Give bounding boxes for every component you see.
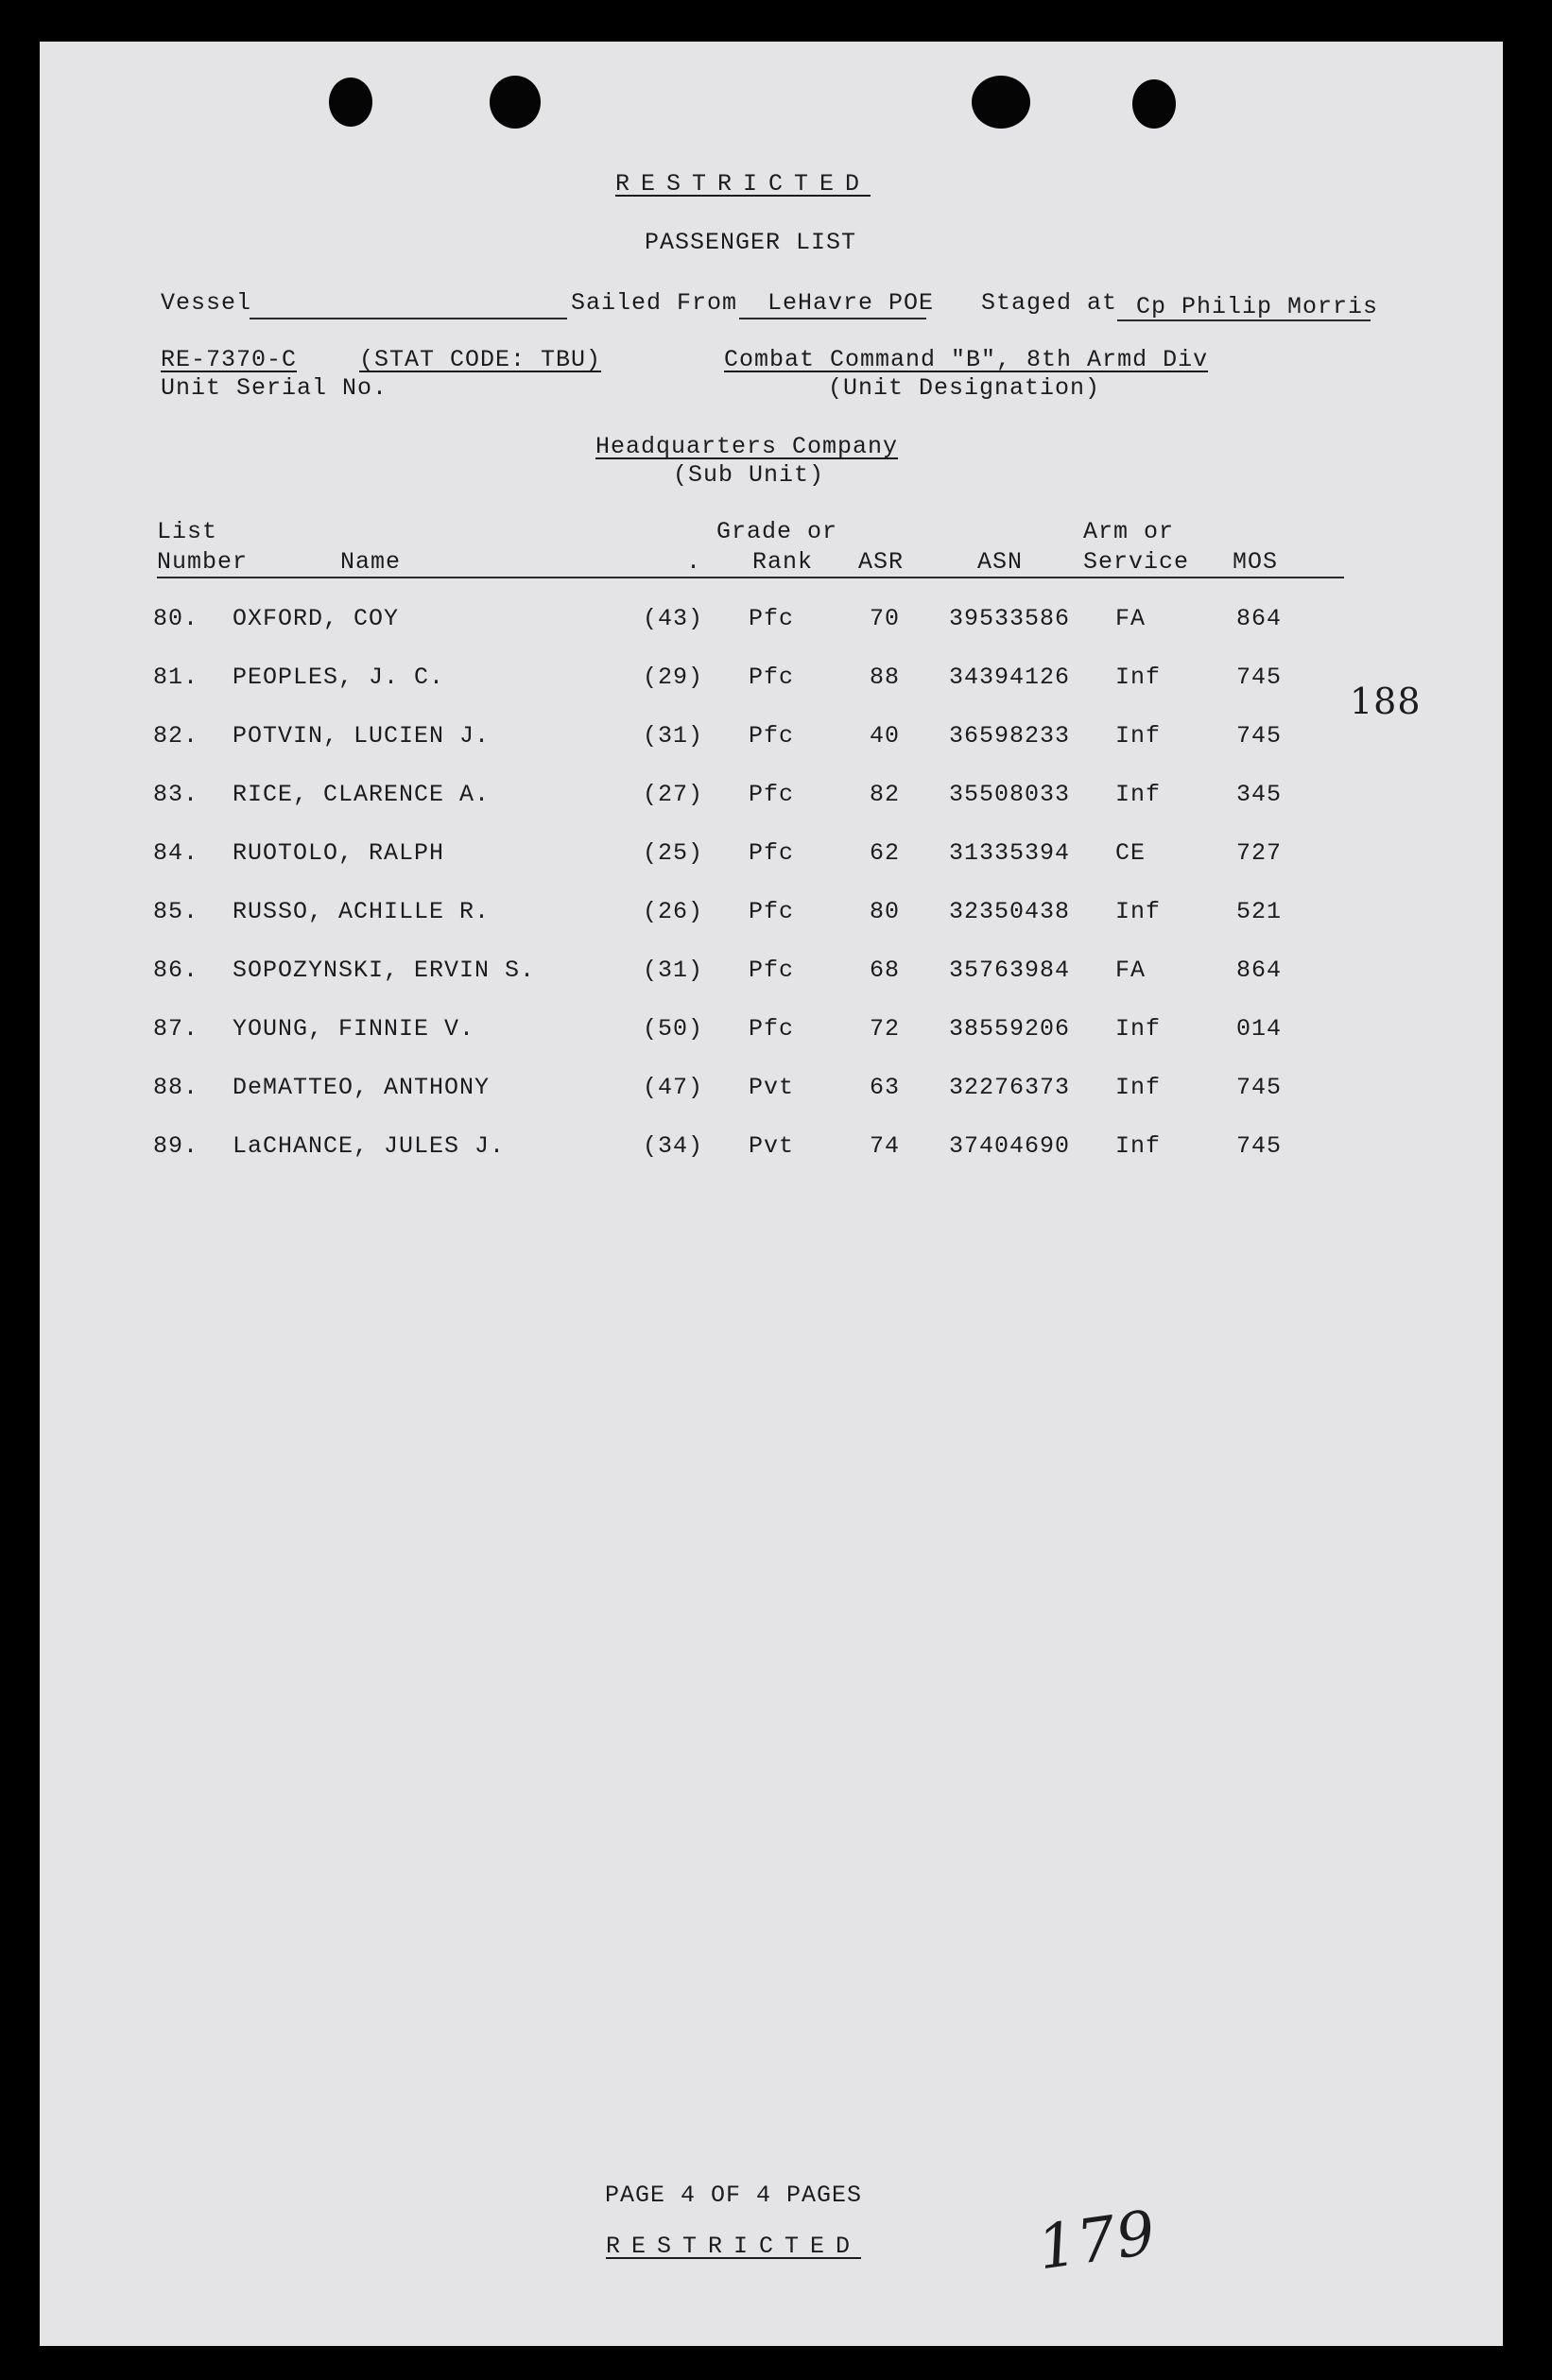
mos: 864 — [1236, 605, 1283, 632]
list-number: 83. — [153, 781, 199, 808]
serial-value: RE-7370-C — [161, 346, 298, 373]
asn: 35763984 — [949, 957, 1071, 984]
arm-service: Inf — [1115, 722, 1162, 750]
age: (31) — [643, 722, 704, 750]
age: (43) — [643, 605, 704, 632]
age: (47) — [643, 1074, 704, 1101]
sailed-line — [739, 318, 926, 319]
document-page — [40, 42, 1503, 2346]
rank: Pfc — [749, 898, 795, 925]
col-name: Name — [340, 548, 402, 576]
serial-label: Unit Serial No. — [161, 374, 388, 402]
col-asn: ASN — [977, 548, 1024, 576]
arm-service: Inf — [1115, 1132, 1162, 1160]
col-rank: Rank — [752, 548, 814, 576]
list-number: 80. — [153, 605, 199, 632]
arm-service: Inf — [1115, 898, 1162, 925]
asn: 37404690 — [949, 1132, 1071, 1160]
table-row — [40, 839, 1503, 873]
punch-hole-2 — [490, 76, 541, 129]
vessel-label: Vessel — [161, 289, 252, 317]
table-row — [40, 1015, 1503, 1049]
arm-service: CE — [1115, 839, 1147, 867]
asn: 32276373 — [949, 1074, 1071, 1101]
table-row — [40, 664, 1503, 698]
age: (27) — [643, 781, 704, 808]
mos: 014 — [1236, 1015, 1283, 1043]
arm-service: Inf — [1115, 1015, 1162, 1043]
col-arm: Arm or — [1083, 518, 1175, 545]
list-number: 81. — [153, 664, 199, 691]
asr: 63 — [870, 1074, 901, 1101]
handwritten-page-number: 179 — [1033, 2198, 1161, 2285]
col-dot: . — [686, 548, 702, 576]
passenger-name: POTVIN, LUCIEN J. — [233, 722, 491, 750]
age: (29) — [643, 664, 704, 691]
age: (50) — [643, 1015, 704, 1043]
unit-designation-label: (Unit Designation) — [828, 374, 1101, 402]
rank: Pvt — [749, 1074, 795, 1101]
arm-service: Inf — [1115, 781, 1162, 808]
asr: 68 — [870, 957, 901, 984]
rank: Pfc — [749, 957, 795, 984]
rank: Pvt — [749, 1132, 795, 1160]
asr: 74 — [870, 1132, 901, 1160]
stat-code: (STAT CODE: TBU) — [359, 346, 602, 373]
staged-value: Cp Philip Morris — [1136, 293, 1379, 320]
margin-stamp-number: 188 — [1350, 681, 1422, 722]
mos: 745 — [1236, 1132, 1283, 1160]
subunit-label: (Sub Unit) — [673, 461, 825, 489]
mos: 345 — [1236, 781, 1283, 808]
asn: 36598233 — [949, 722, 1071, 750]
table-row — [40, 957, 1503, 991]
punch-hole-4 — [1132, 79, 1176, 129]
arm-service: FA — [1115, 957, 1147, 984]
page-indicator: PAGE 4 OF 4 PAGES — [604, 2182, 863, 2209]
asn: 31335394 — [949, 839, 1071, 867]
passenger-name: RICE, CLARENCE A. — [233, 781, 491, 808]
list-number: 89. — [153, 1132, 199, 1160]
rank: Pfc — [749, 605, 795, 632]
document-title: PASSENGER LIST — [644, 229, 857, 256]
mos: 727 — [1236, 839, 1283, 867]
table-row — [40, 1074, 1503, 1108]
asr: 88 — [870, 664, 901, 691]
list-number: 86. — [153, 957, 199, 984]
punch-hole-3 — [972, 76, 1030, 129]
passenger-name: RUOTOLO, RALPH — [233, 839, 445, 867]
arm-service: Inf — [1115, 1074, 1162, 1101]
asr: 82 — [870, 781, 901, 808]
rank: Pfc — [749, 722, 795, 750]
sailed-value: LeHavre POE — [767, 289, 935, 317]
age: (34) — [643, 1132, 704, 1160]
sailed-label: Sailed From — [571, 289, 738, 317]
table-row — [40, 722, 1503, 756]
rank: Pfc — [749, 781, 795, 808]
passenger-name: RUSSO, ACHILLE R. — [233, 898, 491, 925]
asn: 39533586 — [949, 605, 1071, 632]
age: (26) — [643, 898, 704, 925]
col-grade: Grade or — [716, 518, 838, 545]
passenger-name: YOUNG, FINNIE V. — [233, 1015, 475, 1043]
table-row — [40, 605, 1503, 639]
col-list: List — [157, 518, 218, 545]
asr: 72 — [870, 1015, 901, 1043]
table-row — [40, 1132, 1503, 1166]
rank: Pfc — [749, 664, 795, 691]
unit-designation-value: Combat Command "B", 8th Armd Div — [724, 346, 1209, 373]
subunit-value: Headquarters Company — [595, 433, 899, 460]
age: (25) — [643, 839, 704, 867]
asn: 38559206 — [949, 1015, 1071, 1043]
col-mos: MOS — [1233, 548, 1279, 576]
passenger-name: LaCHANCE, JULES J. — [233, 1132, 506, 1160]
col-service: Service — [1083, 548, 1190, 576]
punch-hole-1 — [329, 78, 372, 127]
mos: 745 — [1236, 664, 1283, 691]
asr: 80 — [870, 898, 901, 925]
passenger-name: PEOPLES, J. C. — [233, 664, 445, 691]
asn: 32350438 — [949, 898, 1071, 925]
col-number: Number — [157, 548, 249, 576]
staged-label: Staged at — [981, 289, 1118, 317]
classification-header: RESTRICTED — [614, 170, 871, 198]
mos: 745 — [1236, 722, 1283, 750]
rank: Pfc — [749, 839, 795, 867]
mos: 864 — [1236, 957, 1283, 984]
col-asr: ASR — [858, 548, 905, 576]
list-number: 88. — [153, 1074, 199, 1101]
mos: 745 — [1236, 1074, 1283, 1101]
list-number: 84. — [153, 839, 199, 867]
list-number: 85. — [153, 898, 199, 925]
asr: 70 — [870, 605, 901, 632]
mos: 521 — [1236, 898, 1283, 925]
asn: 35508033 — [949, 781, 1071, 808]
list-number: 82. — [153, 722, 199, 750]
classification-footer: RESTRICTED — [605, 2233, 862, 2260]
asn: 34394126 — [949, 664, 1071, 691]
table-row — [40, 781, 1503, 815]
table-row — [40, 898, 1503, 932]
rank: Pfc — [749, 1015, 795, 1043]
list-number: 87. — [153, 1015, 199, 1043]
passenger-name: OXFORD, COY — [233, 605, 400, 632]
header-rule — [157, 577, 1344, 578]
passenger-name: SOPOZYNSKI, ERVIN S. — [233, 957, 536, 984]
age: (31) — [643, 957, 704, 984]
arm-service: Inf — [1115, 664, 1162, 691]
passenger-name: DeMATTEO, ANTHONY — [233, 1074, 491, 1101]
asr: 40 — [870, 722, 901, 750]
asr: 62 — [870, 839, 901, 867]
arm-service: FA — [1115, 605, 1147, 632]
vessel-blank-line — [250, 318, 567, 319]
